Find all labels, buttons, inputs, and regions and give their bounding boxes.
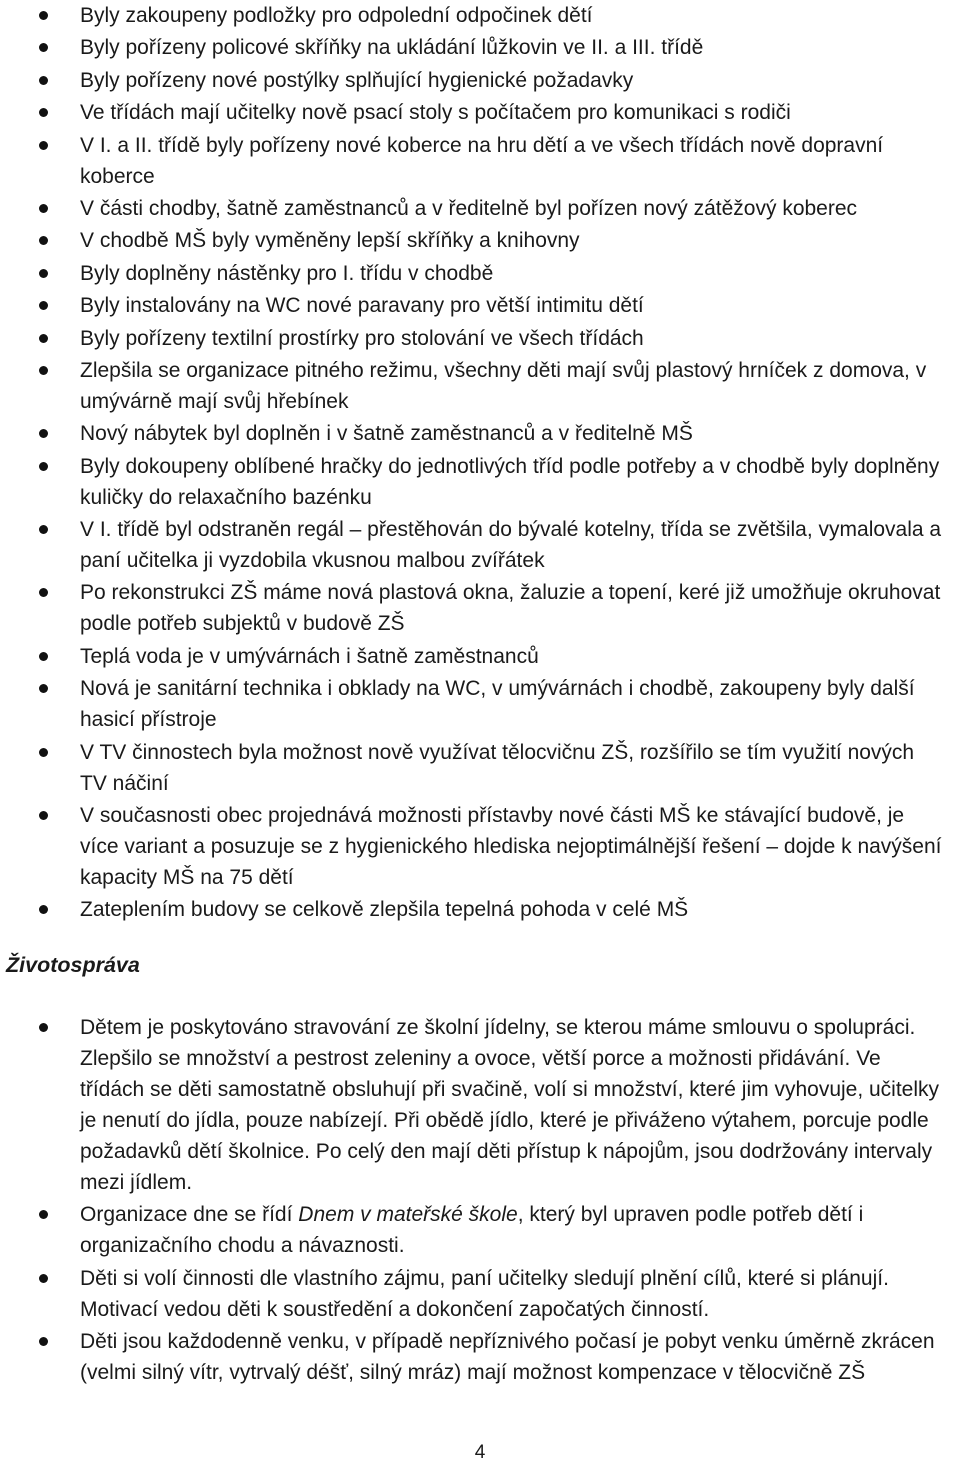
list-item-text: V současnosti obec projednává možnosti přístavby nové části MŠ ke stávající budově, je více variant a posuzuje se z hygienického hlediska nejoptimálnější řešení – dojde k navýšení kapacity MŠ na 75 dětí — [80, 804, 942, 890]
bullet-icon — [39, 811, 48, 820]
list-item — [0, 290, 960, 321]
bullet-icon — [39, 462, 48, 471]
list-item — [0, 451, 960, 513]
bullet-icon — [39, 334, 48, 343]
bullet-icon — [39, 525, 48, 534]
list-item — [0, 418, 960, 449]
list-item-text: V TV činnostech byla možnost nově využívat tělocvičnu ZŠ, rozšířilo se tím využití nových TV náčiní — [80, 740, 915, 795]
bullet-icon — [39, 301, 48, 310]
section-heading: Životospráva — [6, 953, 140, 977]
list-item — [0, 0, 960, 31]
bullet-icon — [39, 108, 48, 117]
list-item-text: Byly pořízeny textilní prostírky pro stolování ve všech třídách — [80, 326, 644, 350]
list-item-text: Nový nábytek byl doplněn i v šatně zaměstnanců a v ředitelně MŠ — [80, 422, 693, 446]
lifestyle-list — [0, 1012, 960, 1390]
bullet-icon — [39, 76, 48, 85]
bullet-icon — [39, 141, 48, 150]
bullet-icon — [39, 1210, 48, 1219]
bullet-icon — [39, 429, 48, 438]
list-item-text: Byly pořízeny nové postýlky splňující hygienické požadavky — [80, 68, 634, 92]
list-item-text: Po rekonstrukci ZŠ máme nová plastová okna, žaluzie a topení, keré již umožňuje okruhovat podle potřeb subjektů v budově ZŠ — [80, 581, 941, 636]
list-item-text-end: , který byl upraven podle potřeb dětí i organizačního chodu a návaznosti. — [80, 1203, 864, 1258]
list-item-text-start: Organizace dne se řídí — [80, 1203, 299, 1227]
list-item — [0, 800, 960, 893]
list-item-text: Nová je sanitární technika i obklady na WC, v umývárnách i chodbě, zakoupeny byly další hasicí přístroje — [80, 677, 915, 732]
list-item-text: Byly dokoupeny oblíbené hračky do jednotlivých tříd podle potřeby a v chodbě byly doplněny kuličky do relaxačního bazénku — [80, 454, 940, 509]
list-item-text: V I. třídě byl odstraněn regál – přestěhován do bývalé kotelny, třída se zvětšila, vymalovala a paní učitelka ji vyzdobila vkusnou malbou zvířátek — [80, 518, 942, 573]
list-item-text: V části chodby, šatně zaměstnanců a v ředitelně byl pořízen nový zátěžový koberec — [80, 196, 858, 220]
list-item — [0, 65, 960, 96]
list-item — [0, 1012, 960, 1198]
list-item — [0, 673, 960, 735]
page-number: 4 — [474, 1442, 486, 1463]
bullet-icon — [39, 588, 48, 597]
bullet-icon — [39, 748, 48, 757]
bullet-icon — [39, 11, 48, 20]
list-item — [0, 1326, 960, 1388]
list-item-text: Teplá voda je v umývárnách i šatně zaměstnanců — [80, 644, 539, 668]
list-item — [0, 355, 960, 417]
bullet-icon — [39, 204, 48, 213]
list-item — [0, 1199, 960, 1261]
list-item — [0, 193, 960, 224]
list-item-text: Dětem je poskytováno stravování ze školní jídelny, se kterou máme smlouvu o spolupráci. Zlepšilo se množství a pestrost zeleniny a ovoce, větší porce a možnosti přidávání. Ve třídách se děti samostatně obsluhují při svačině, volí si množství, které jim vyhovuje, učitelky je nenutí do jídla, pouze nabízejí. Při obědě jídlo, které je přiváženo výtahem, porcuje podle požadavků dětí školnice. Po celý den mají děti přístup k nápojům, jsou dodržovány intervaly mezi jídlem. — [80, 1016, 940, 1194]
list-item — [0, 737, 960, 799]
bullet-icon — [39, 905, 48, 914]
list-item — [0, 323, 960, 354]
list-item-text: Děti si volí činnosti dle vlastního zájmu, paní učitelky sledují plnění cílů, které si plánují. Motivací vedou děti k soustředění a dokončení započatých činností. — [80, 1266, 889, 1321]
bullet-icon — [39, 684, 48, 693]
list-item-text: V chodbě MŠ byly vyměněny lepší skříňky a knihovny — [80, 229, 580, 253]
bullet-icon — [39, 43, 48, 52]
list-item — [0, 130, 960, 192]
list-item-text-italic: Dnem v mateřské škole — [298, 1203, 518, 1227]
bullet-icon — [39, 652, 48, 661]
list-item-text: Byly instalovány na WC nové paravany pro větší intimitu dětí — [80, 294, 644, 318]
list-item-text: Zateplením budovy se celkově zlepšila tepelná pohoda v celé MŠ — [80, 898, 689, 922]
list-item — [0, 577, 960, 639]
bullet-icon — [39, 1274, 48, 1283]
list-item — [0, 894, 960, 925]
bullet-icon — [39, 1023, 48, 1032]
list-item — [0, 258, 960, 289]
list-item-text: V I. a II. třídě byly pořízeny nové koberce na hru dětí a ve všech třídách nově dopravní koberce — [80, 133, 884, 188]
list-item-text: Ve třídách mají učitelky nově psací stoly s počítačem pro komunikaci s rodiči — [80, 101, 791, 125]
list-item — [0, 641, 960, 672]
list-item — [0, 514, 960, 576]
list-item — [0, 32, 960, 63]
bullet-icon — [39, 366, 48, 375]
bullet-icon — [39, 236, 48, 245]
list-item-text: Děti jsou každodenně venku, v případě nepříznivého počasí je pobyt venku úměrně zkrácen (velmi silný vítr, vytrvalý déšť, silný mráz) mají možnost kompenzace v tělocvičně ZŠ — [80, 1330, 935, 1385]
list-item — [0, 1263, 960, 1325]
list-item-text: Byly doplněny nástěnky pro I. třídu v chodbě — [80, 261, 494, 285]
list-item-text: Zlepšila se organizace pitného režimu, všechny děti mají svůj plastový hrníček z domova, v umývárně mají svůj hřebínek — [80, 358, 927, 413]
bullet-icon — [39, 1337, 48, 1346]
list-item-text: Byly zakoupeny podložky pro odpolední odpočinek dětí — [80, 4, 593, 27]
list-item-text: Byly pořízeny policové skříňky na ukládání lůžkovin ve II. a III. třídě — [80, 36, 704, 60]
list-item — [0, 225, 960, 256]
list-item — [0, 97, 960, 128]
bullet-icon — [39, 269, 48, 278]
